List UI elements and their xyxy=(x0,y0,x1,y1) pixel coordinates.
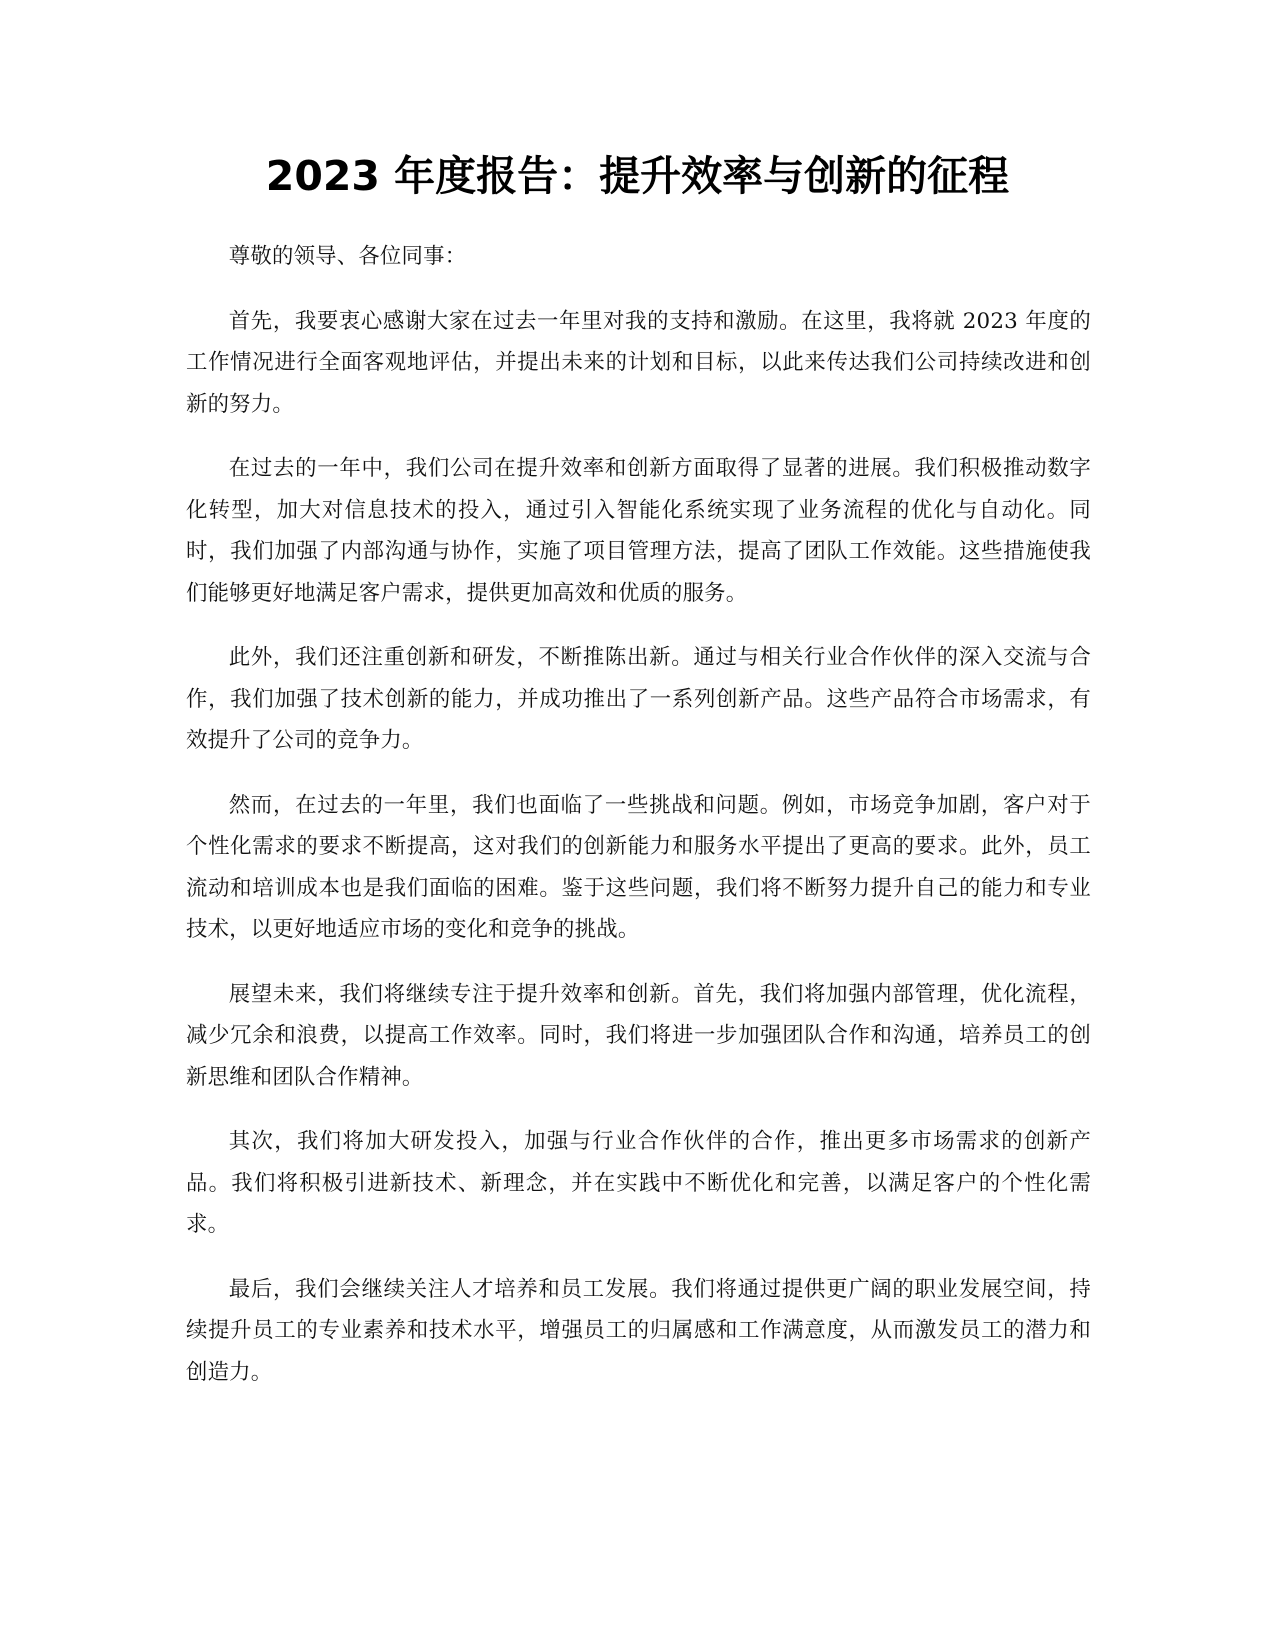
paragraph: 展望未来，我们将继续专注于提升效率和创新。首先，我们将加强内部管理，优化流程，减少冗余和浪费，以提高工作效率。同时，我们将进一步加强团队合作和沟通，培养员工的创新思维和团队合作精神。 xyxy=(186,981,1091,1090)
document-title: 2023 年度报告：提升效率与创新的征程 xyxy=(265,152,1010,200)
paragraph: 首先，我要衷心感谢大家在过去一年里对我的支持和激励。在这里，我将就 2023 年度的工作情况进行全面客观地评估，并提出未来的计划和目标，以此来传达我们公司持续改进和创新的努力。 xyxy=(186,308,1091,417)
document-body xyxy=(186,236,1091,1416)
paragraph: 然而，在过去的一年里，我们也面临了一些挑战和问题。例如，市场竞争加剧，客户对于个性化需求的要求不断提高，这对我们的创新能力和服务水平提出了更高的要求。此外，员工流动和培训成本也是我们面临的困难。鉴于这些问题，我们将不断努力提升自己的能力和专业技术，以更好地适应市场的变化和竞争的挑战。 xyxy=(186,792,1091,942)
paragraph: 在过去的一年中，我们公司在提升效率和创新方面取得了显著的进展。我们积极推动数字化转型，加大对信息技术的投入，通过引入智能化系统实现了业务流程的优化与自动化。同时，我们加强了内部沟通与协作，实施了项目管理方法，提高了团队工作效能。这些措施使我们能够更好地满足客户需求，提供更加高效和优质的服务。 xyxy=(186,456,1091,606)
salutation: 尊敬的领导、各位同事： xyxy=(228,244,467,269)
paragraph: 此外，我们还注重创新和研发，不断推陈出新。通过与相关行业合作伙伴的深入交流与合作，我们加强了技术创新的能力，并成功推出了一系列创新产品。这些产品符合市场需求，有效提升了公司的竞争力。 xyxy=(186,645,1091,753)
paragraph: 最后，我们会继续关注人才培养和员工发展。我们将通过提供更广阔的职业发展空间，持续提升员工的专业素养和技术水平，增强员工的归属感和工作满意度，从而激发员工的潜力和创造力。 xyxy=(186,1276,1091,1385)
paragraph: 其次，我们将加大研发投入，加强与行业合作伙伴的合作，推出更多市场需求的创新产品。我们将积极引进新技术、新理念，并在实践中不断优化和完善，以满足客户的个性化需求。 xyxy=(186,1129,1091,1237)
